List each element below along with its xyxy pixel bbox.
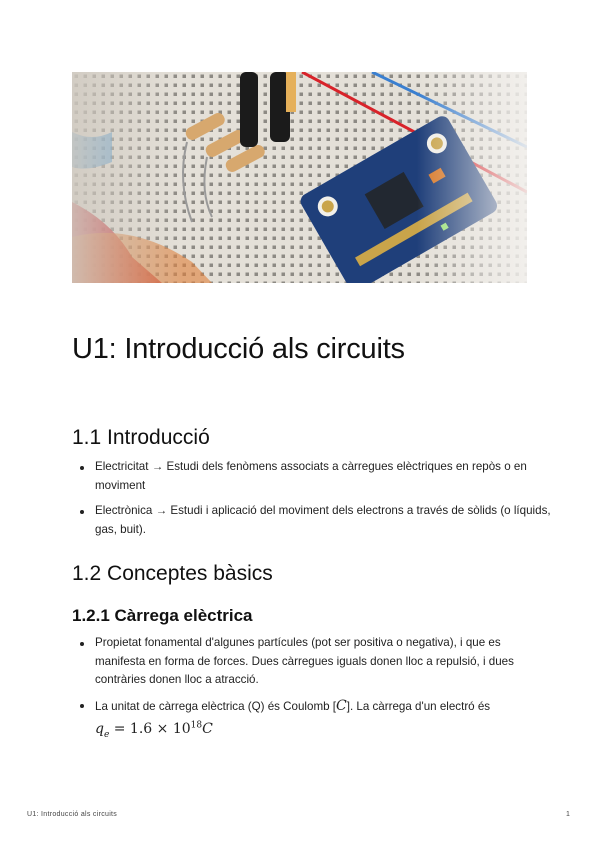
list-item: Electrònica → Estudi i aplicació del moviment dels electrons a través de sòlids (o líquids, gas, buit). bbox=[95, 502, 551, 539]
carrega-list bbox=[72, 634, 551, 751]
footer-title: U1: Introducció als circuits bbox=[27, 811, 118, 818]
list-item: Electricitat → Estudi dels fenòmens associats a càrregues elèctriques en repòs o en moviment bbox=[95, 458, 551, 495]
page-number: 1 bbox=[566, 811, 570, 818]
formula-subscript: e bbox=[103, 729, 110, 740]
formula-unit: C bbox=[202, 720, 213, 737]
list-item-text-cont: ]. La càrrega d'un electró és bbox=[346, 699, 491, 713]
page-title: U1: Introducció als circuits bbox=[72, 333, 405, 365]
breadboard-illustration bbox=[72, 72, 527, 283]
formula-equation: = 1.6 × 10 bbox=[109, 720, 191, 737]
formula-exponent: 18 bbox=[190, 720, 203, 730]
list-item: Propietat fonamental d'algunes partícules (pot ser positiva o negativa), i que es manifesta en forma de forces. Dues càrregues iguals donen lloc a repulsió, i dues contràries donen lloc a atracció. bbox=[95, 634, 551, 690]
electron-charge-formula bbox=[95, 720, 213, 740]
section-heading-conceptes: 1.2 Conceptes bàsics bbox=[72, 562, 273, 585]
intro-list bbox=[72, 458, 551, 546]
unit-symbol: C bbox=[336, 697, 347, 714]
breadboard-photo bbox=[72, 72, 527, 283]
list-item bbox=[95, 697, 551, 744]
formula-symbol: q bbox=[95, 720, 104, 737]
section-heading-introduccio: 1.1 Introducció bbox=[72, 426, 210, 449]
list-item-text: La unitat de càrrega elèctrica (Q) és Coulomb [ bbox=[95, 699, 337, 713]
subsection-heading-carrega: 1.2.1 Càrrega elèctrica bbox=[72, 606, 253, 625]
